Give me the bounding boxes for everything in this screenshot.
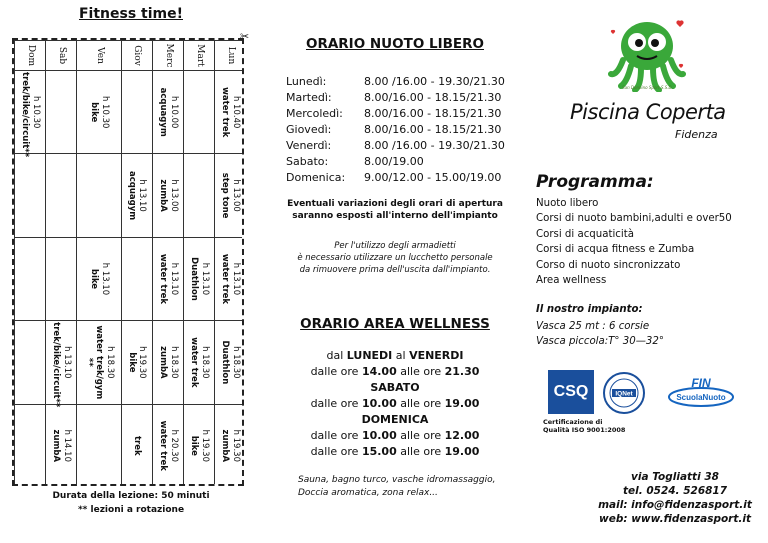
fitness-slot-activity: trek/bike/circuit** <box>51 322 62 408</box>
fitness-slot-activity: Duathlon <box>188 257 199 301</box>
schedule-hours: 8.00 /16.00 - 19.30/21.30 <box>364 139 505 152</box>
fitness-row <box>152 41 183 487</box>
wellness-amenities <box>298 474 518 500</box>
fitness-day-label: Lun <box>214 41 244 71</box>
fitness-slot <box>214 237 244 320</box>
fitness-slot-activity: water trek <box>157 420 168 471</box>
wellness-saturday-hours: dalle ore 10.00 alle ore 19.00 <box>310 397 480 410</box>
variations-line: Eventuali variazioni degli orari di apertura <box>287 199 503 209</box>
fitness-slot-time: h 13.00 <box>230 179 241 212</box>
fitness-slot-activity: acquagym <box>126 171 137 221</box>
schedule-day: Giovedì: <box>286 123 332 136</box>
rotation-note: ** lezioni a rotazione <box>77 505 185 515</box>
schedule-row <box>286 138 516 154</box>
fitness-slot <box>214 321 244 404</box>
fitness-slot <box>183 404 214 486</box>
nuoto-schedule <box>286 74 516 186</box>
fitness-slot <box>15 321 46 404</box>
fitness-slot <box>15 404 46 486</box>
lockers-line: Per l'utilizzo degli armadietti <box>334 241 456 251</box>
fitness-slot <box>46 71 77 154</box>
fitness-row <box>15 41 46 487</box>
fitness-slot-activity: trek/bike/circuit** <box>20 72 31 158</box>
fitness-slot-time: h 19.30 <box>137 346 148 379</box>
fitness-slot-activity: step tone <box>219 172 230 219</box>
octopus-logo-icon <box>607 16 687 92</box>
fitness-slot-time: h 20.30 <box>168 429 179 462</box>
programma-item: Corsi di nuoto bambini,adulti e over50 <box>536 213 732 225</box>
fitness-slot <box>183 71 214 154</box>
programma-item: Area wellness <box>536 275 607 287</box>
programma-list <box>536 196 732 288</box>
fitness-grid <box>14 40 244 486</box>
csq-logo-icon <box>548 370 594 414</box>
iqnet-label: IQNet <box>615 390 633 398</box>
fitness-slot-time: h 19.30 <box>199 429 210 462</box>
programma-item: Corsi di acquaticità <box>536 228 634 240</box>
brand-city: Fidenza <box>675 128 718 141</box>
fitness-slot-activity: bike <box>88 268 99 290</box>
scissors-icon: ✂ <box>240 30 250 43</box>
fitness-slot-activity: acquagym <box>157 87 168 137</box>
programma-heading: Programma: <box>536 172 654 192</box>
fitness-slot-time: h 10.40 <box>230 95 241 129</box>
wellness-sunday-morning: dalle ore 10.00 alle ore 12.00 <box>310 429 480 442</box>
fitness-slot <box>152 237 183 320</box>
fitness-slot <box>121 237 152 320</box>
wellness-heading: ORARIO AREA WELLNESS <box>300 316 490 332</box>
cert-line: Qualità ISO 9001:2008 <box>543 426 626 434</box>
schedule-day: Sabato: <box>286 155 329 168</box>
fitness-timetable-frame <box>12 38 244 486</box>
schedule-row <box>286 90 516 106</box>
fitness-slot-activity: water trek <box>219 87 230 138</box>
fitness-row <box>46 41 77 487</box>
fitness-slot <box>152 404 183 486</box>
fitness-slot <box>77 71 122 154</box>
fitness-title: Fitness time! <box>78 6 183 22</box>
fitness-slot <box>15 154 46 237</box>
fitness-slot <box>77 404 122 486</box>
fitness-slot-time: h 14.10 <box>61 429 72 462</box>
fitness-slot-time: h 13.10 <box>99 262 110 296</box>
schedule-row <box>286 170 516 186</box>
fitness-slot <box>121 71 152 154</box>
fitness-slot <box>46 237 77 320</box>
schedule-row <box>286 106 516 122</box>
wellness-saturday: SABATO <box>370 381 420 394</box>
fitness-slot <box>214 71 244 154</box>
email[interactable]: mail: info@fidenzasport.it <box>598 499 752 511</box>
fitness-slot <box>46 321 77 408</box>
fitness-slot-time: h 13.10 <box>137 179 148 212</box>
fitness-slot <box>121 154 152 237</box>
iqnet-logo-icon <box>603 372 645 414</box>
fin-label: FIN <box>691 376 711 390</box>
schedule-hours: 8.00/16.00 - 18.15/21.30 <box>364 91 502 104</box>
fitness-row <box>77 41 122 487</box>
lockers-note <box>270 240 520 276</box>
fitness-slot-time: h 13.10 <box>168 262 179 296</box>
iso-certification <box>543 418 625 434</box>
fitness-day-label: Ven <box>77 41 122 71</box>
schedule-hours: 8.00/19.00 <box>364 155 424 168</box>
schedule-hours: 8.00 /16.00 - 19.30/21.30 <box>364 75 505 88</box>
fitness-row <box>121 41 152 487</box>
fitness-slot-activity: zumbA <box>51 429 62 463</box>
fitness-slot-activity: bike <box>188 435 199 456</box>
fitness-slot <box>214 154 244 237</box>
fin-logo-icon <box>666 375 736 411</box>
brand-title: Piscina Coperta <box>570 100 726 124</box>
wellness-hours <box>270 348 520 460</box>
cert-line: Certificazione di <box>543 418 603 426</box>
contact-info <box>560 470 768 526</box>
fitness-slot-activity: bike <box>88 102 99 123</box>
schedule-day: Venerdì: <box>286 139 332 152</box>
wellness-weekday-hours: dalle ore 14.00 alle ore 21.30 <box>310 365 480 378</box>
programma-item: Corsi di acqua fitness e Zumba <box>536 244 695 256</box>
fitness-day-label: Mart <box>183 41 214 71</box>
schedule-hours: 9.00/12.00 - 15.00/19.00 <box>364 171 502 184</box>
fitness-slot <box>183 154 214 237</box>
impianto-details <box>536 319 664 350</box>
fitness-slot-activity: zumbA <box>157 346 168 379</box>
fitness-slot-activity: zumbA <box>219 429 230 463</box>
fitness-slot <box>77 237 122 320</box>
fitness-slot-activity: water trek <box>219 253 230 305</box>
programma-item: Corso di nuoto sincronizzato <box>536 259 681 271</box>
fitness-day-label: Giov <box>121 41 152 71</box>
fitness-day-label: Dom <box>15 41 46 71</box>
fitness-slot <box>121 321 152 404</box>
fitness-row <box>183 41 214 487</box>
fitness-slot <box>152 154 183 237</box>
csq-label: CSQ <box>553 383 589 400</box>
fitness-slot-time: h 18.30 <box>230 346 241 379</box>
fitness-slot-activity: water trek <box>188 337 199 388</box>
fitness-slot <box>183 321 214 404</box>
schedule-row <box>286 154 516 170</box>
wellness-weekdays: dal LUNEDI al VENERDI <box>326 349 464 362</box>
schedule-hours: 8.00/16.00 - 18.15/21.30 <box>364 107 502 120</box>
fitness-slot-time: h 18.30 <box>199 346 210 379</box>
impianto-heading: Il nostro impianto: <box>536 304 643 315</box>
amenities-line: Doccia aromatica, zona relax... <box>298 488 438 498</box>
schedule-row <box>286 74 516 90</box>
fitness-slot <box>46 404 77 486</box>
lesson-duration: Durata della lezione: 50 minuti <box>52 491 210 501</box>
fitness-slot <box>214 404 244 486</box>
vasca-grande: Vasca 25 mt : 6 corsie <box>536 321 650 332</box>
nuoto-heading: ORARIO NUOTO LIBERO <box>305 36 485 52</box>
fitness-slot <box>183 237 214 320</box>
fin-sub-label: ScuolaNuoto <box>676 393 726 402</box>
fitness-slot-time: h 10.00 <box>168 95 179 129</box>
logo-caption: San Donnino Sport S.S.D. <box>622 85 673 90</box>
fitness-slot <box>152 321 183 404</box>
schedule-row <box>286 122 516 138</box>
fitness-slot-activity: bike <box>126 352 137 373</box>
fitness-slot-time: h 18.30 <box>168 346 179 379</box>
fitness-slot <box>152 71 183 154</box>
fitness-slot-time: h 18.30 <box>104 346 115 379</box>
fitness-day-label: Merc <box>152 41 183 71</box>
fitness-slot <box>77 321 122 404</box>
fitness-slot-activity: trek <box>132 435 143 456</box>
fitness-slot-time: h 10.30 <box>30 95 41 129</box>
schedule-day: Domenica: <box>286 171 346 184</box>
lockers-line: da rimuovere prima dell'uscita dall'impianto. <box>299 265 491 275</box>
schedule-day: Martedì: <box>286 91 332 104</box>
fitness-slot <box>46 154 77 237</box>
programma-item: Nuoto libero <box>536 198 599 209</box>
fitness-slot <box>121 404 152 486</box>
lockers-line: è necessario utilizzare un lucchetto personale <box>297 253 493 263</box>
website[interactable]: web: www.fidenzasport.it <box>599 513 751 525</box>
fitness-slot-time: h 10.30 <box>99 95 110 129</box>
fitness-slot-time: h 13.10 <box>61 346 72 379</box>
variations-note <box>270 198 520 222</box>
fitness-slot-time: h 19.30 <box>230 429 241 462</box>
fitness-slot <box>77 154 122 237</box>
phone: tel. 0524. 526817 <box>622 485 728 497</box>
fitness-day-label: Sab <box>46 41 77 71</box>
amenities-line: Sauna, bagno turco, vasche idromassaggio, <box>298 475 496 485</box>
fitness-timetable <box>14 40 244 486</box>
fitness-slot-time: h 13.10 <box>199 262 210 296</box>
vasca-piccola: Vasca piccola:T° 30—32° <box>536 336 664 348</box>
fitness-row <box>214 41 244 487</box>
fitness-slot-time: h 13.00 <box>168 179 179 212</box>
fitness-slot-activity: zumbA <box>157 179 168 212</box>
fitness-slot-activity: water trek/gym ** <box>83 325 105 400</box>
fitness-slot-activity: water trek <box>157 253 168 305</box>
schedule-day: Lunedì: <box>286 75 327 88</box>
wellness-sunday-afternoon: dalle ore 15.00 alle ore 19.00 <box>310 445 480 458</box>
wellness-sunday: DOMENICA <box>361 413 429 426</box>
variations-line: saranno esposti all'interno dell'impianto <box>292 211 498 221</box>
fitness-slot-activity: Duathlon <box>219 340 230 385</box>
address: via Togliatti 38 <box>631 471 719 483</box>
schedule-hours: 8.00/16.00 - 18.15/21.30 <box>364 123 502 136</box>
fitness-slot <box>15 237 46 320</box>
fitness-slot <box>15 71 46 158</box>
fitness-slot-time: h 13.10 <box>230 262 241 296</box>
schedule-day: Mercoledì: <box>286 107 343 120</box>
